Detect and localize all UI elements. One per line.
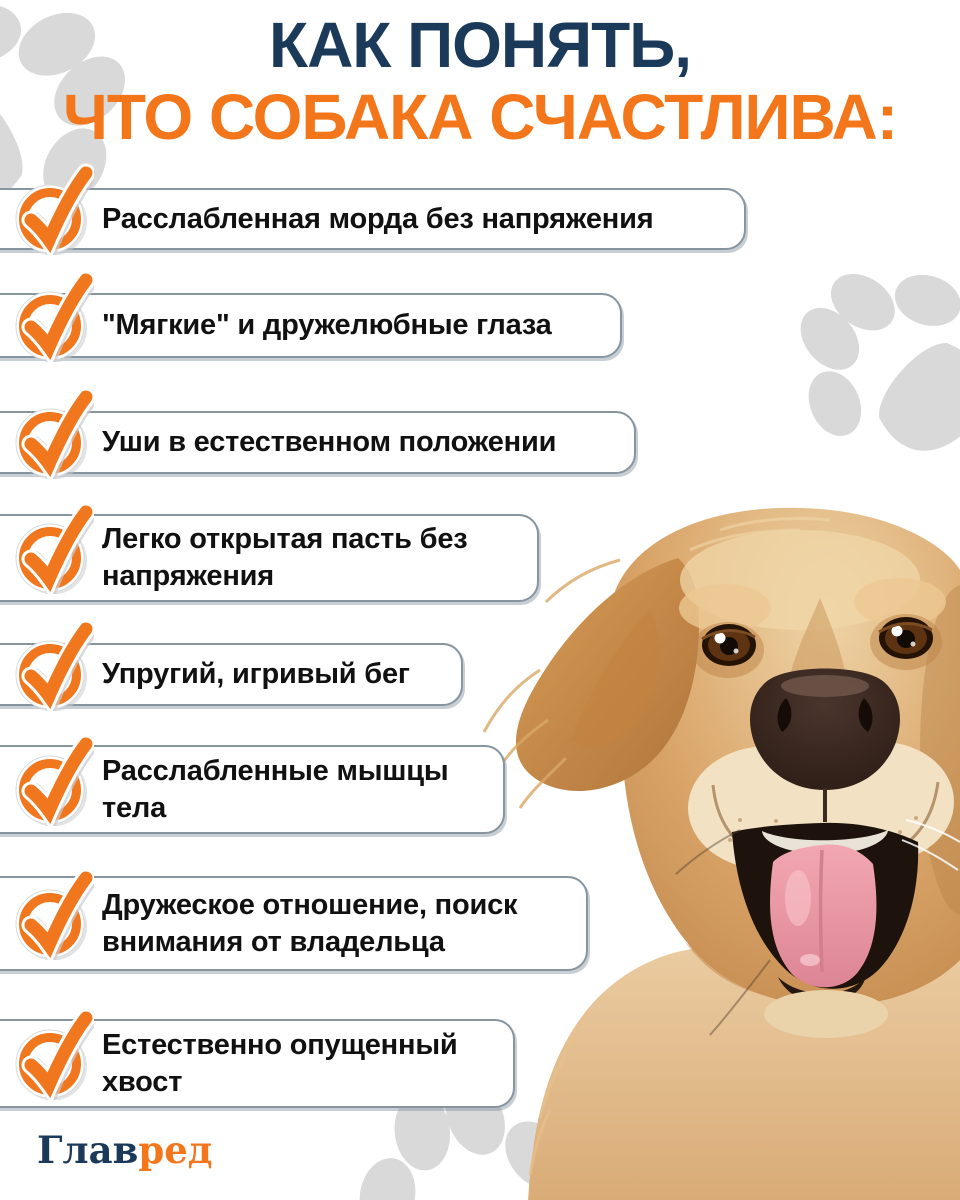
checklist-item	[0, 1019, 515, 1108]
checklist-item-label: Дружеское отношение, поиск внимания от владельца	[102, 888, 518, 958]
checklist-item-label: Легко открытая пасть без напряжения	[102, 523, 468, 592]
check-icon	[10, 734, 94, 826]
page-title-line2: ЧТО СОБАКА СЧАСТЛИВА:	[62, 81, 898, 153]
golden-retriever-photo	[470, 490, 960, 1200]
checklist-item-label: Уши в естественном положении	[102, 426, 557, 458]
dog-right-eye	[879, 617, 933, 659]
check-icon	[10, 502, 94, 594]
checklist-item-label: "Мягкие" и дружелюбные глаза	[102, 309, 552, 341]
page-title-line1: КАК ПОНЯТЬ,	[269, 9, 691, 81]
check-icon	[10, 1008, 94, 1100]
checklist-item	[0, 876, 588, 971]
checklist-item-label: Расслабленные мышцы тела	[102, 754, 449, 824]
dog-left-eye	[702, 624, 756, 666]
checklist-item	[0, 188, 746, 250]
checklist-item	[0, 745, 505, 834]
checklist-item-label: Расслабленная морда без напряжения	[102, 202, 654, 235]
checklist-item	[0, 514, 539, 602]
check-icon	[10, 868, 94, 960]
logo-part2: ред	[138, 1128, 213, 1172]
checklist-item	[0, 293, 622, 358]
checklist-item	[0, 411, 636, 474]
paw-print-icon	[747, 216, 960, 508]
checklist-item-label: Естественно опущенный хвост	[102, 1028, 458, 1098]
checklist-item-label: Упругий, игривый бег	[102, 658, 410, 690]
checklist-item	[0, 643, 463, 706]
glavred-logo	[37, 1128, 212, 1172]
logo-part1: Глав	[37, 1128, 139, 1172]
